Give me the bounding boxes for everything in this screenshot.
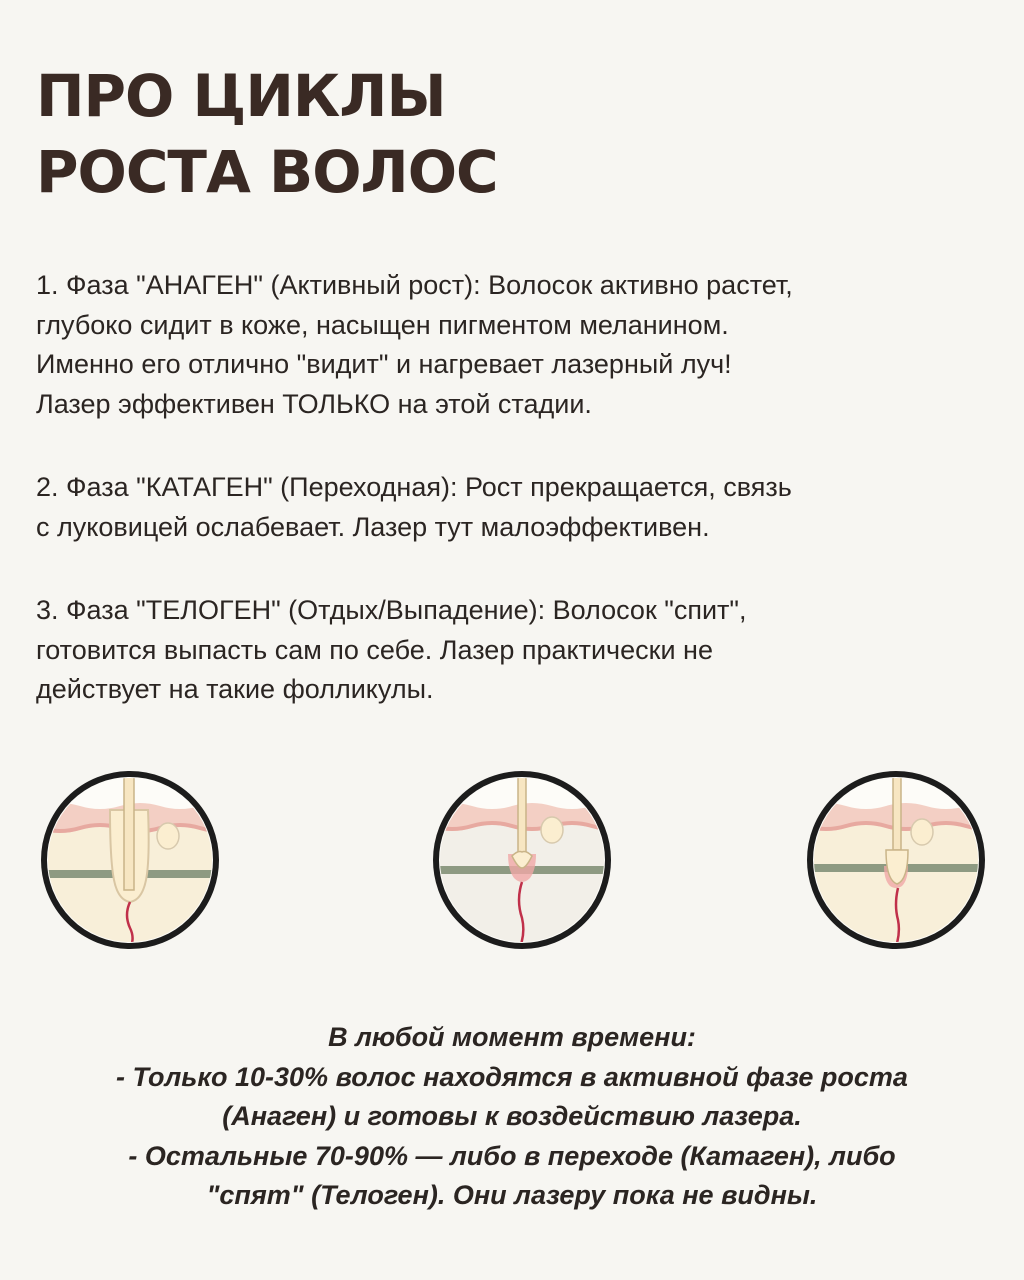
anagen-follicle-icon [40, 770, 220, 950]
phase-text-line: Лазер эффективен ТОЛЬКО на этой стадии. [36, 388, 592, 419]
phases-list [36, 266, 996, 754]
phase-telogen [36, 591, 996, 710]
summary-line: - Остальные 70-90% — либо в переходе (Катаген), либо [128, 1140, 896, 1171]
phase-anagen [36, 266, 996, 424]
phase-text-line: готовится выпасть сам по себе. Лазер практически не [36, 634, 713, 665]
phase-text-line: действует на такие фолликулы. [36, 674, 434, 704]
phase-text-line: 2. Фаза "КАТАГЕН" (Переходная): Рост прекращается, связь [36, 472, 792, 502]
phase-text-line: 3. Фаза "ТЕЛОГЕН" (Отдых/Выпадение): Волосок "спит", [36, 595, 747, 625]
title-line-1: ПРО ЦИКЛЫ [36, 62, 446, 130]
summary-line: "спят" (Телоген). Они лазеру пока не видны. [206, 1180, 818, 1210]
phase-text-line: глубоко сидит в коже, насыщен пигментом меланином. [36, 309, 729, 340]
phase-text-line: Именно его отлично "видит" и нагревает лазерный луч! [36, 349, 732, 379]
phase-text-line: 1. Фаза "АНАГЕН" (Активный рост): Волосок активно растет, [36, 270, 793, 300]
phase-catagen [36, 468, 996, 547]
page-title [36, 58, 498, 210]
summary-block [0, 1018, 1024, 1216]
catagen-follicle-icon [432, 770, 612, 950]
title-line-2: РОСТА ВОЛОС [36, 138, 498, 206]
summary-heading: В любой момент времени: [328, 1022, 696, 1052]
summary-line: (Анаген) и готовы к воздействию лазера. [222, 1101, 802, 1131]
summary-line: - Только 10-30% волос находятся в активной фазе роста [116, 1061, 908, 1092]
telogen-follicle-icon [806, 770, 986, 950]
follicle-illustrations [0, 770, 1024, 960]
phase-text-line: с луковицей ослабевает. Лазер тут малоэффективен. [36, 511, 710, 542]
